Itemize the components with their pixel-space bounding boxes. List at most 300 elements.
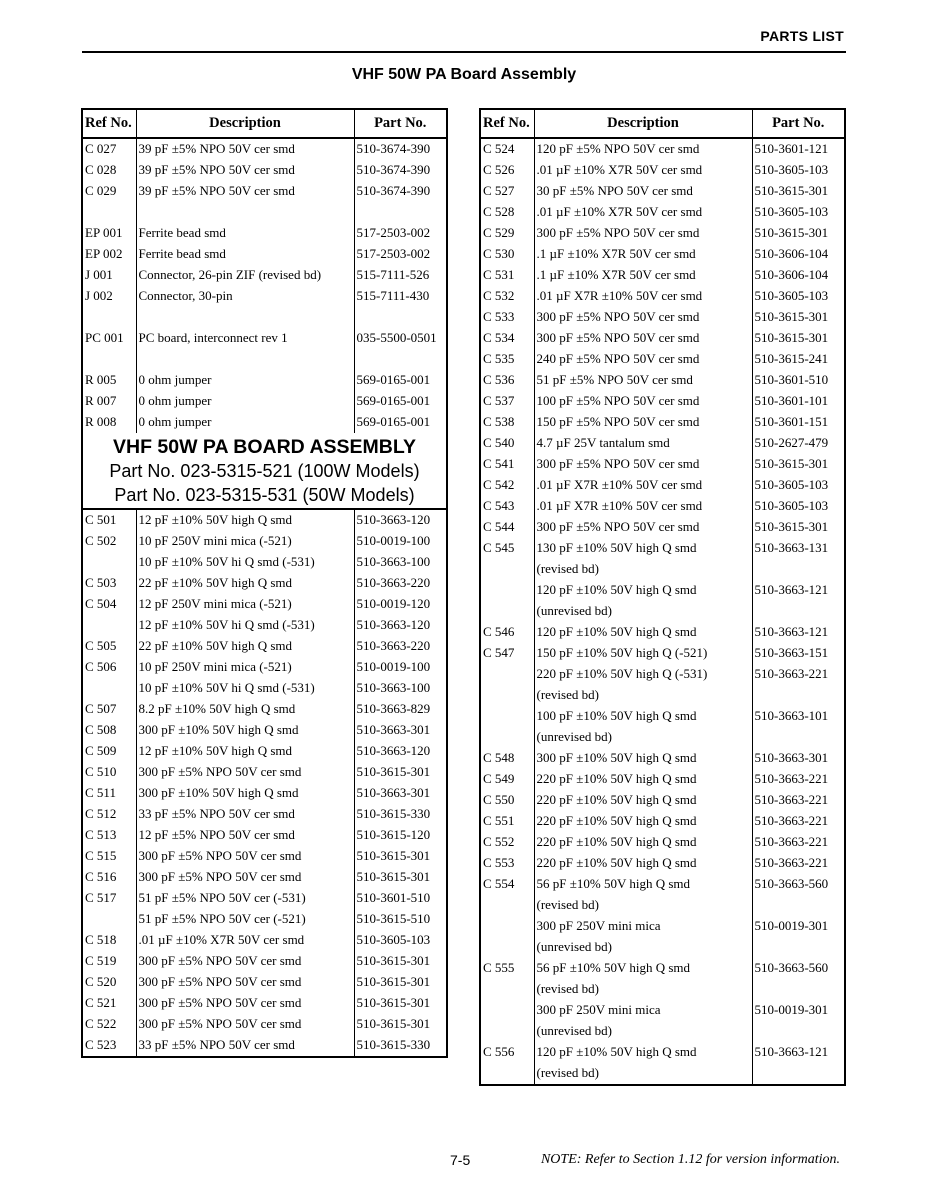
description-cell: 30 pF ±5% NPO 50V cer smd bbox=[534, 181, 752, 202]
description-cell: 39 pF ±5% NPO 50V cer smd bbox=[136, 181, 354, 202]
table-row bbox=[82, 412, 447, 433]
ref-cell: C 555 bbox=[483, 960, 515, 975]
description-cell: 39 pF ±5% NPO 50V cer smd bbox=[136, 160, 354, 181]
description-cell: .01 µF X7R ±10% 50V cer smd bbox=[534, 475, 752, 496]
description-cell: 39 pF ±5% NPO 50V cer smd bbox=[136, 138, 354, 160]
ref-cell: EP 002 bbox=[85, 246, 123, 261]
ref-cell: C 529 bbox=[483, 225, 515, 240]
table-row bbox=[480, 1042, 845, 1063]
ref-cell: C 535 bbox=[483, 351, 515, 366]
ref-cell: C 027 bbox=[85, 141, 117, 156]
table-row bbox=[82, 636, 447, 657]
description-cell: 0 ohm jumper bbox=[136, 412, 354, 433]
ref-cell: C 502 bbox=[85, 533, 117, 548]
table-row bbox=[82, 223, 447, 244]
ref-cell: C 510 bbox=[85, 764, 117, 779]
part-no-cell: 510-3663-221 bbox=[752, 664, 845, 685]
description-cell: 300 pF ±5% NPO 50V cer smd bbox=[534, 223, 752, 244]
table-row bbox=[480, 244, 845, 265]
ref-cell bbox=[480, 727, 534, 748]
parts-table-left bbox=[81, 108, 448, 1058]
table-row bbox=[82, 846, 447, 867]
table-row bbox=[82, 930, 447, 951]
ref-cell: C 543 bbox=[483, 498, 515, 513]
part-no-cell: 510-3674-390 bbox=[354, 181, 447, 202]
description-cell: (revised bd) bbox=[534, 979, 752, 1000]
part-no-cell: 510-3615-301 bbox=[354, 972, 447, 993]
part-no-cell bbox=[752, 559, 845, 580]
description-cell: Ferrite bead smd bbox=[136, 244, 354, 265]
table-row bbox=[82, 615, 447, 636]
part-no-cell bbox=[752, 601, 845, 622]
ref-cell: PC 001 bbox=[85, 330, 124, 345]
description-cell: 120 pF ±10% 50V high Q smd bbox=[534, 622, 752, 643]
table-row bbox=[82, 993, 447, 1014]
ref-cell: C 512 bbox=[85, 806, 117, 821]
ref-cell: C 518 bbox=[85, 932, 117, 947]
table-row bbox=[480, 559, 845, 580]
part-no-cell: 510-3615-330 bbox=[354, 1035, 447, 1057]
table-row bbox=[82, 328, 447, 349]
col-header-description: Description bbox=[534, 109, 752, 138]
table-row bbox=[480, 685, 845, 706]
description-cell: 300 pF ±5% NPO 50V cer smd bbox=[136, 993, 354, 1014]
part-no-cell: 510-3606-104 bbox=[752, 265, 845, 286]
part-no-cell: 517-2503-002 bbox=[354, 223, 447, 244]
description-cell: (revised bd) bbox=[534, 1063, 752, 1085]
header-label: PARTS LIST bbox=[760, 28, 844, 44]
table-row bbox=[480, 811, 845, 832]
description-cell: (unrevised bd) bbox=[534, 937, 752, 958]
col-header-part: Part No. bbox=[752, 109, 845, 138]
part-no-cell: 569-0165-001 bbox=[354, 391, 447, 412]
part-no-cell: 510-3605-103 bbox=[752, 160, 845, 181]
description-cell: (revised bd) bbox=[534, 895, 752, 916]
left-bottom-rows bbox=[82, 509, 447, 1057]
ref-cell bbox=[82, 909, 136, 930]
part-no-cell: 510-0019-120 bbox=[354, 594, 447, 615]
ref-cell bbox=[480, 916, 534, 937]
table-row bbox=[480, 832, 845, 853]
footer-note: NOTE: Refer to Section 1.12 for version information. bbox=[540, 1152, 840, 1167]
description-cell: 120 pF ±10% 50V high Q smd bbox=[534, 580, 752, 601]
table-row bbox=[480, 622, 845, 643]
description-cell: 300 pF ±5% NPO 50V cer smd bbox=[136, 951, 354, 972]
ref-cell: C 528 bbox=[483, 204, 515, 219]
part-no-cell: 510-3615-301 bbox=[354, 993, 447, 1014]
ref-cell: C 503 bbox=[85, 575, 117, 590]
description-cell: .01 µF ±10% X7R 50V cer smd bbox=[136, 930, 354, 951]
description-cell: 12 pF ±10% 50V high Q smd bbox=[136, 509, 354, 531]
description-cell: (revised bd) bbox=[534, 685, 752, 706]
part-no-cell: 510-3615-301 bbox=[354, 1014, 447, 1035]
table-row bbox=[82, 160, 447, 181]
ref-cell: C 501 bbox=[85, 512, 117, 527]
description-cell: 300 pF ±5% NPO 50V cer smd bbox=[136, 1014, 354, 1035]
description-cell: 130 pF ±10% 50V high Q smd bbox=[534, 538, 752, 559]
table-row bbox=[82, 657, 447, 678]
description-cell: 22 pF ±10% 50V high Q smd bbox=[136, 636, 354, 657]
table-row bbox=[82, 741, 447, 762]
ref-cell bbox=[82, 678, 136, 699]
table-row bbox=[480, 202, 845, 223]
table-row bbox=[480, 853, 845, 874]
parts-table-right bbox=[479, 108, 846, 1086]
table-row bbox=[82, 573, 447, 594]
ref-cell: C 531 bbox=[483, 267, 515, 282]
table-row bbox=[480, 475, 845, 496]
description-cell: 300 pF ±5% NPO 50V cer smd bbox=[534, 517, 752, 538]
page-title: VHF 50W PA Board Assembly bbox=[351, 66, 577, 83]
description-cell: (unrevised bd) bbox=[534, 727, 752, 748]
part-no-cell bbox=[752, 1021, 845, 1042]
ref-cell: C 541 bbox=[483, 456, 515, 471]
description-cell: 240 pF ±5% NPO 50V cer smd bbox=[534, 349, 752, 370]
description-cell: 12 pF ±10% 50V high Q smd bbox=[136, 741, 354, 762]
part-no-cell bbox=[752, 895, 845, 916]
part-no-cell: 510-3663-220 bbox=[354, 573, 447, 594]
ref-cell bbox=[82, 552, 136, 573]
ref-cell: C 537 bbox=[483, 393, 515, 408]
part-no-cell bbox=[354, 202, 447, 223]
ref-cell: C 533 bbox=[483, 309, 515, 324]
table-row bbox=[480, 138, 845, 160]
ref-cell bbox=[480, 1021, 534, 1042]
description-cell: 56 pF ±10% 50V high Q smd bbox=[534, 958, 752, 979]
part-no-cell: 510-3601-510 bbox=[354, 888, 447, 909]
table-row bbox=[480, 937, 845, 958]
ref-cell bbox=[480, 664, 534, 685]
description-cell: Connector, 30-pin bbox=[136, 286, 354, 307]
ref-cell: C 536 bbox=[483, 372, 515, 387]
table-row bbox=[82, 244, 447, 265]
ref-cell: C 504 bbox=[85, 596, 117, 611]
table-row bbox=[82, 825, 447, 846]
part-no-cell: 510-3663-221 bbox=[752, 790, 845, 811]
ref-cell bbox=[480, 979, 534, 1000]
description-cell: Ferrite bead smd bbox=[136, 223, 354, 244]
ref-cell: C 548 bbox=[483, 750, 515, 765]
part-no-cell: 569-0165-001 bbox=[354, 412, 447, 433]
table-row bbox=[480, 265, 845, 286]
description-cell: 33 pF ±5% NPO 50V cer smd bbox=[136, 804, 354, 825]
ref-cell bbox=[82, 615, 136, 636]
ref-cell bbox=[480, 601, 534, 622]
table-row bbox=[480, 727, 845, 748]
ref-cell: C 546 bbox=[483, 624, 515, 639]
description-cell: 51 pF ±5% NPO 50V cer (-531) bbox=[136, 888, 354, 909]
section-title: VHF 50W PA BOARD ASSEMBLY bbox=[112, 436, 416, 458]
description-cell: .1 µF ±10% X7R 50V cer smd bbox=[534, 265, 752, 286]
part-no-cell: 510-3663-120 bbox=[354, 741, 447, 762]
ref-cell: R 007 bbox=[85, 393, 117, 408]
ref-cell: C 515 bbox=[85, 848, 117, 863]
table-row bbox=[480, 580, 845, 601]
part-no-cell: 510-3615-301 bbox=[354, 951, 447, 972]
ref-cell: C 544 bbox=[483, 519, 515, 534]
description-cell: 100 pF ±10% 50V high Q smd bbox=[534, 706, 752, 727]
ref-cell: C 520 bbox=[85, 974, 117, 989]
part-no-cell: 510-3663-301 bbox=[752, 748, 845, 769]
ref-cell: C 517 bbox=[85, 890, 117, 905]
table-row bbox=[82, 762, 447, 783]
part-no-cell: 569-0165-001 bbox=[354, 370, 447, 391]
ref-cell: C 516 bbox=[85, 869, 117, 884]
part-no-cell: 510-3615-301 bbox=[752, 328, 845, 349]
part-no-cell: 517-2503-002 bbox=[354, 244, 447, 265]
description-cell: 100 pF ±5% NPO 50V cer smd bbox=[534, 391, 752, 412]
table-row bbox=[480, 769, 845, 790]
ref-cell: C 028 bbox=[85, 162, 117, 177]
table-row bbox=[82, 678, 447, 699]
ref-cell: C 552 bbox=[483, 834, 515, 849]
table-row bbox=[480, 412, 845, 433]
ref-cell bbox=[480, 580, 534, 601]
description-cell: 150 pF ±5% NPO 50V cer smd bbox=[534, 412, 752, 433]
part-no-cell: 510-3663-131 bbox=[752, 538, 845, 559]
table-row bbox=[480, 874, 845, 895]
table-row bbox=[82, 699, 447, 720]
table-row bbox=[82, 181, 447, 202]
part-no-cell: 510-3615-301 bbox=[752, 307, 845, 328]
table-row bbox=[82, 720, 447, 741]
part-no-cell bbox=[752, 685, 845, 706]
part-no-cell: 510-3615-301 bbox=[354, 762, 447, 783]
table-row bbox=[480, 916, 845, 937]
table-row bbox=[480, 538, 845, 559]
part-no-cell: 510-3663-121 bbox=[752, 1042, 845, 1063]
table-row bbox=[480, 307, 845, 328]
section-part-no-100w: Part No. 023-5315-521 (100W Models) bbox=[109, 461, 420, 481]
table-row bbox=[480, 181, 845, 202]
table-row bbox=[480, 1063, 845, 1085]
description-cell: 220 pF ±10% 50V high Q smd bbox=[534, 832, 752, 853]
ref-cell: C 513 bbox=[85, 827, 117, 842]
part-no-cell: 510-3601-510 bbox=[752, 370, 845, 391]
table-row bbox=[480, 160, 845, 181]
table-row bbox=[82, 286, 447, 307]
table-row bbox=[480, 1000, 845, 1021]
part-no-cell: 510-3615-330 bbox=[354, 804, 447, 825]
description-cell: (unrevised bd) bbox=[534, 1021, 752, 1042]
part-no-cell: 510-3605-103 bbox=[752, 475, 845, 496]
table-row bbox=[480, 223, 845, 244]
page-number: 7-5 bbox=[450, 1152, 471, 1168]
ref-cell: EP 001 bbox=[85, 225, 123, 240]
part-no-cell: 510-3615-510 bbox=[354, 909, 447, 930]
description-cell: 220 pF ±10% 50V high Q smd bbox=[534, 790, 752, 811]
part-no-cell: 510-3663-829 bbox=[354, 699, 447, 720]
table-row bbox=[480, 790, 845, 811]
table-row bbox=[480, 391, 845, 412]
description-cell: PC board, interconnect rev 1 bbox=[136, 328, 354, 349]
ref-cell: C 542 bbox=[483, 477, 515, 492]
section-heading-row bbox=[82, 433, 447, 509]
part-no-cell: 510-3663-100 bbox=[354, 678, 447, 699]
ref-cell: C 522 bbox=[85, 1016, 117, 1031]
description-cell: .1 µF ±10% X7R 50V cer smd bbox=[534, 244, 752, 265]
table-row bbox=[480, 517, 845, 538]
ref-cell: R 008 bbox=[85, 414, 117, 429]
ref-cell: C 505 bbox=[85, 638, 117, 653]
table-row bbox=[82, 349, 447, 370]
ref-cell bbox=[480, 559, 534, 580]
ref-cell: C 526 bbox=[483, 162, 515, 177]
description-cell: 12 pF ±10% 50V hi Q smd (-531) bbox=[136, 615, 354, 636]
ref-cell: C 511 bbox=[85, 785, 116, 800]
description-cell: .01 µF ±10% X7R 50V cer smd bbox=[534, 202, 752, 223]
part-no-cell: 510-3663-221 bbox=[752, 832, 845, 853]
part-no-cell: 510-3615-241 bbox=[752, 349, 845, 370]
part-no-cell: 510-3615-301 bbox=[752, 454, 845, 475]
table-row bbox=[480, 895, 845, 916]
ref-cell: C 519 bbox=[85, 953, 117, 968]
part-no-cell: 510-0019-100 bbox=[354, 657, 447, 678]
table-header-row bbox=[82, 109, 447, 138]
table-row bbox=[480, 328, 845, 349]
ref-cell: C 554 bbox=[483, 876, 515, 891]
ref-cell: C 549 bbox=[483, 771, 515, 786]
ref-cell: C 521 bbox=[85, 995, 117, 1010]
col-header-description: Description bbox=[136, 109, 354, 138]
table-row bbox=[480, 748, 845, 769]
ref-cell bbox=[480, 685, 534, 706]
table-row bbox=[480, 1021, 845, 1042]
description-cell: 300 pF ±5% NPO 50V cer smd bbox=[136, 762, 354, 783]
table-row bbox=[82, 307, 447, 328]
table-row bbox=[480, 286, 845, 307]
part-no-cell: 510-3663-151 bbox=[752, 643, 845, 664]
col-header-part: Part No. bbox=[354, 109, 447, 138]
ref-cell: C 534 bbox=[483, 330, 515, 345]
part-no-cell: 510-3615-301 bbox=[752, 181, 845, 202]
right-rows bbox=[480, 138, 845, 1085]
part-no-cell: 510-3663-221 bbox=[752, 853, 845, 874]
description-cell: .01 µF X7R ±10% 50V cer smd bbox=[534, 496, 752, 517]
part-no-cell: 510-3615-301 bbox=[752, 223, 845, 244]
part-no-cell: 510-3663-560 bbox=[752, 958, 845, 979]
ref-cell: C 551 bbox=[483, 813, 515, 828]
part-no-cell: 510-3663-120 bbox=[354, 509, 447, 531]
part-no-cell bbox=[752, 937, 845, 958]
ref-cell bbox=[480, 937, 534, 958]
description-cell: 10 pF ±10% 50V hi Q smd (-531) bbox=[136, 552, 354, 573]
section-part-no-50w: Part No. 023-5315-531 (50W Models) bbox=[114, 485, 415, 505]
part-no-cell: 510-3663-220 bbox=[354, 636, 447, 657]
part-no-cell bbox=[354, 349, 447, 370]
part-no-cell: 510-3663-100 bbox=[354, 552, 447, 573]
table-row bbox=[480, 979, 845, 1000]
ref-cell: C 550 bbox=[483, 792, 515, 807]
ref-cell: C 556 bbox=[483, 1044, 515, 1059]
part-no-cell bbox=[752, 1063, 845, 1085]
description-cell: 10 pF 250V mini mica (-521) bbox=[136, 657, 354, 678]
description-cell: 150 pF ±10% 50V high Q (-521) bbox=[534, 643, 752, 664]
description-cell bbox=[136, 202, 354, 223]
part-no-cell: 510-3663-221 bbox=[752, 769, 845, 790]
ref-cell: C 509 bbox=[85, 743, 117, 758]
ref-cell: C 507 bbox=[85, 701, 117, 716]
part-no-cell: 510-3663-301 bbox=[354, 720, 447, 741]
ref-cell: C 527 bbox=[483, 183, 515, 198]
description-cell: .01 µF ±10% X7R 50V cer smd bbox=[534, 160, 752, 181]
description-cell: 8.2 pF ±10% 50V high Q smd bbox=[136, 699, 354, 720]
part-no-cell: 510-3663-221 bbox=[752, 811, 845, 832]
table-row bbox=[82, 594, 447, 615]
description-cell: 10 pF 250V mini mica (-521) bbox=[136, 531, 354, 552]
part-no-cell bbox=[752, 727, 845, 748]
part-no-cell: 510-0019-100 bbox=[354, 531, 447, 552]
part-no-cell: 510-3663-120 bbox=[354, 615, 447, 636]
description-cell: Connector, 26-pin ZIF (revised bd) bbox=[136, 265, 354, 286]
ref-cell: C 530 bbox=[483, 246, 515, 261]
part-no-cell: 510-3606-104 bbox=[752, 244, 845, 265]
part-no-cell bbox=[752, 979, 845, 1000]
header-rule bbox=[82, 51, 846, 53]
table-row bbox=[82, 951, 447, 972]
part-no-cell: 510-3663-101 bbox=[752, 706, 845, 727]
ref-cell bbox=[480, 1063, 534, 1085]
table-header-row bbox=[480, 109, 845, 138]
description-cell: 300 pF ±10% 50V high Q smd bbox=[136, 720, 354, 741]
description-cell: 51 pF ±5% NPO 50V cer (-521) bbox=[136, 909, 354, 930]
ref-cell: J 002 bbox=[85, 288, 113, 303]
ref-cell: C 029 bbox=[85, 183, 117, 198]
table-row bbox=[82, 888, 447, 909]
description-cell: .01 µF X7R ±10% 50V cer smd bbox=[534, 286, 752, 307]
description-cell: 300 pF ±5% NPO 50V cer smd bbox=[136, 867, 354, 888]
part-no-cell: 510-3605-103 bbox=[752, 202, 845, 223]
ref-cell: C 532 bbox=[483, 288, 515, 303]
part-no-cell: 510-0019-301 bbox=[752, 916, 845, 937]
part-no-cell: 510-3615-301 bbox=[752, 517, 845, 538]
table-row bbox=[82, 867, 447, 888]
part-no-cell: 510-3615-120 bbox=[354, 825, 447, 846]
ref-cell: C 523 bbox=[85, 1037, 117, 1052]
table-row bbox=[82, 552, 447, 573]
description-cell: 12 pF 250V mini mica (-521) bbox=[136, 594, 354, 615]
ref-cell bbox=[480, 706, 534, 727]
part-no-cell: 035-5500-0501 bbox=[354, 328, 447, 349]
description-cell: 300 pF ±5% NPO 50V cer smd bbox=[534, 307, 752, 328]
table-row bbox=[82, 138, 447, 160]
table-row bbox=[82, 531, 447, 552]
section-heading-cell bbox=[82, 433, 447, 509]
description-cell: 300 pF ±10% 50V high Q smd bbox=[534, 748, 752, 769]
table-row bbox=[480, 349, 845, 370]
table-row bbox=[480, 643, 845, 664]
part-no-cell: 510-3615-301 bbox=[354, 867, 447, 888]
left-top-rows bbox=[82, 138, 447, 433]
part-no-cell: 510-3601-121 bbox=[752, 138, 845, 160]
description-cell: 300 pF ±5% NPO 50V cer smd bbox=[136, 972, 354, 993]
part-no-cell: 510-3605-103 bbox=[354, 930, 447, 951]
table-row bbox=[480, 958, 845, 979]
description-cell bbox=[136, 349, 354, 370]
ref-cell: J 001 bbox=[85, 267, 113, 282]
part-no-cell: 510-3605-103 bbox=[752, 286, 845, 307]
table-row bbox=[480, 370, 845, 391]
description-cell: 300 pF 250V mini mica bbox=[534, 1000, 752, 1021]
table-row bbox=[480, 433, 845, 454]
description-cell: 300 pF ±5% NPO 50V cer smd bbox=[136, 846, 354, 867]
table-row bbox=[82, 202, 447, 223]
ref-cell: R 005 bbox=[85, 372, 117, 387]
part-no-cell: 510-3663-121 bbox=[752, 580, 845, 601]
part-no-cell bbox=[354, 307, 447, 328]
assembly-section bbox=[82, 433, 447, 509]
part-no-cell: 510-3601-151 bbox=[752, 412, 845, 433]
